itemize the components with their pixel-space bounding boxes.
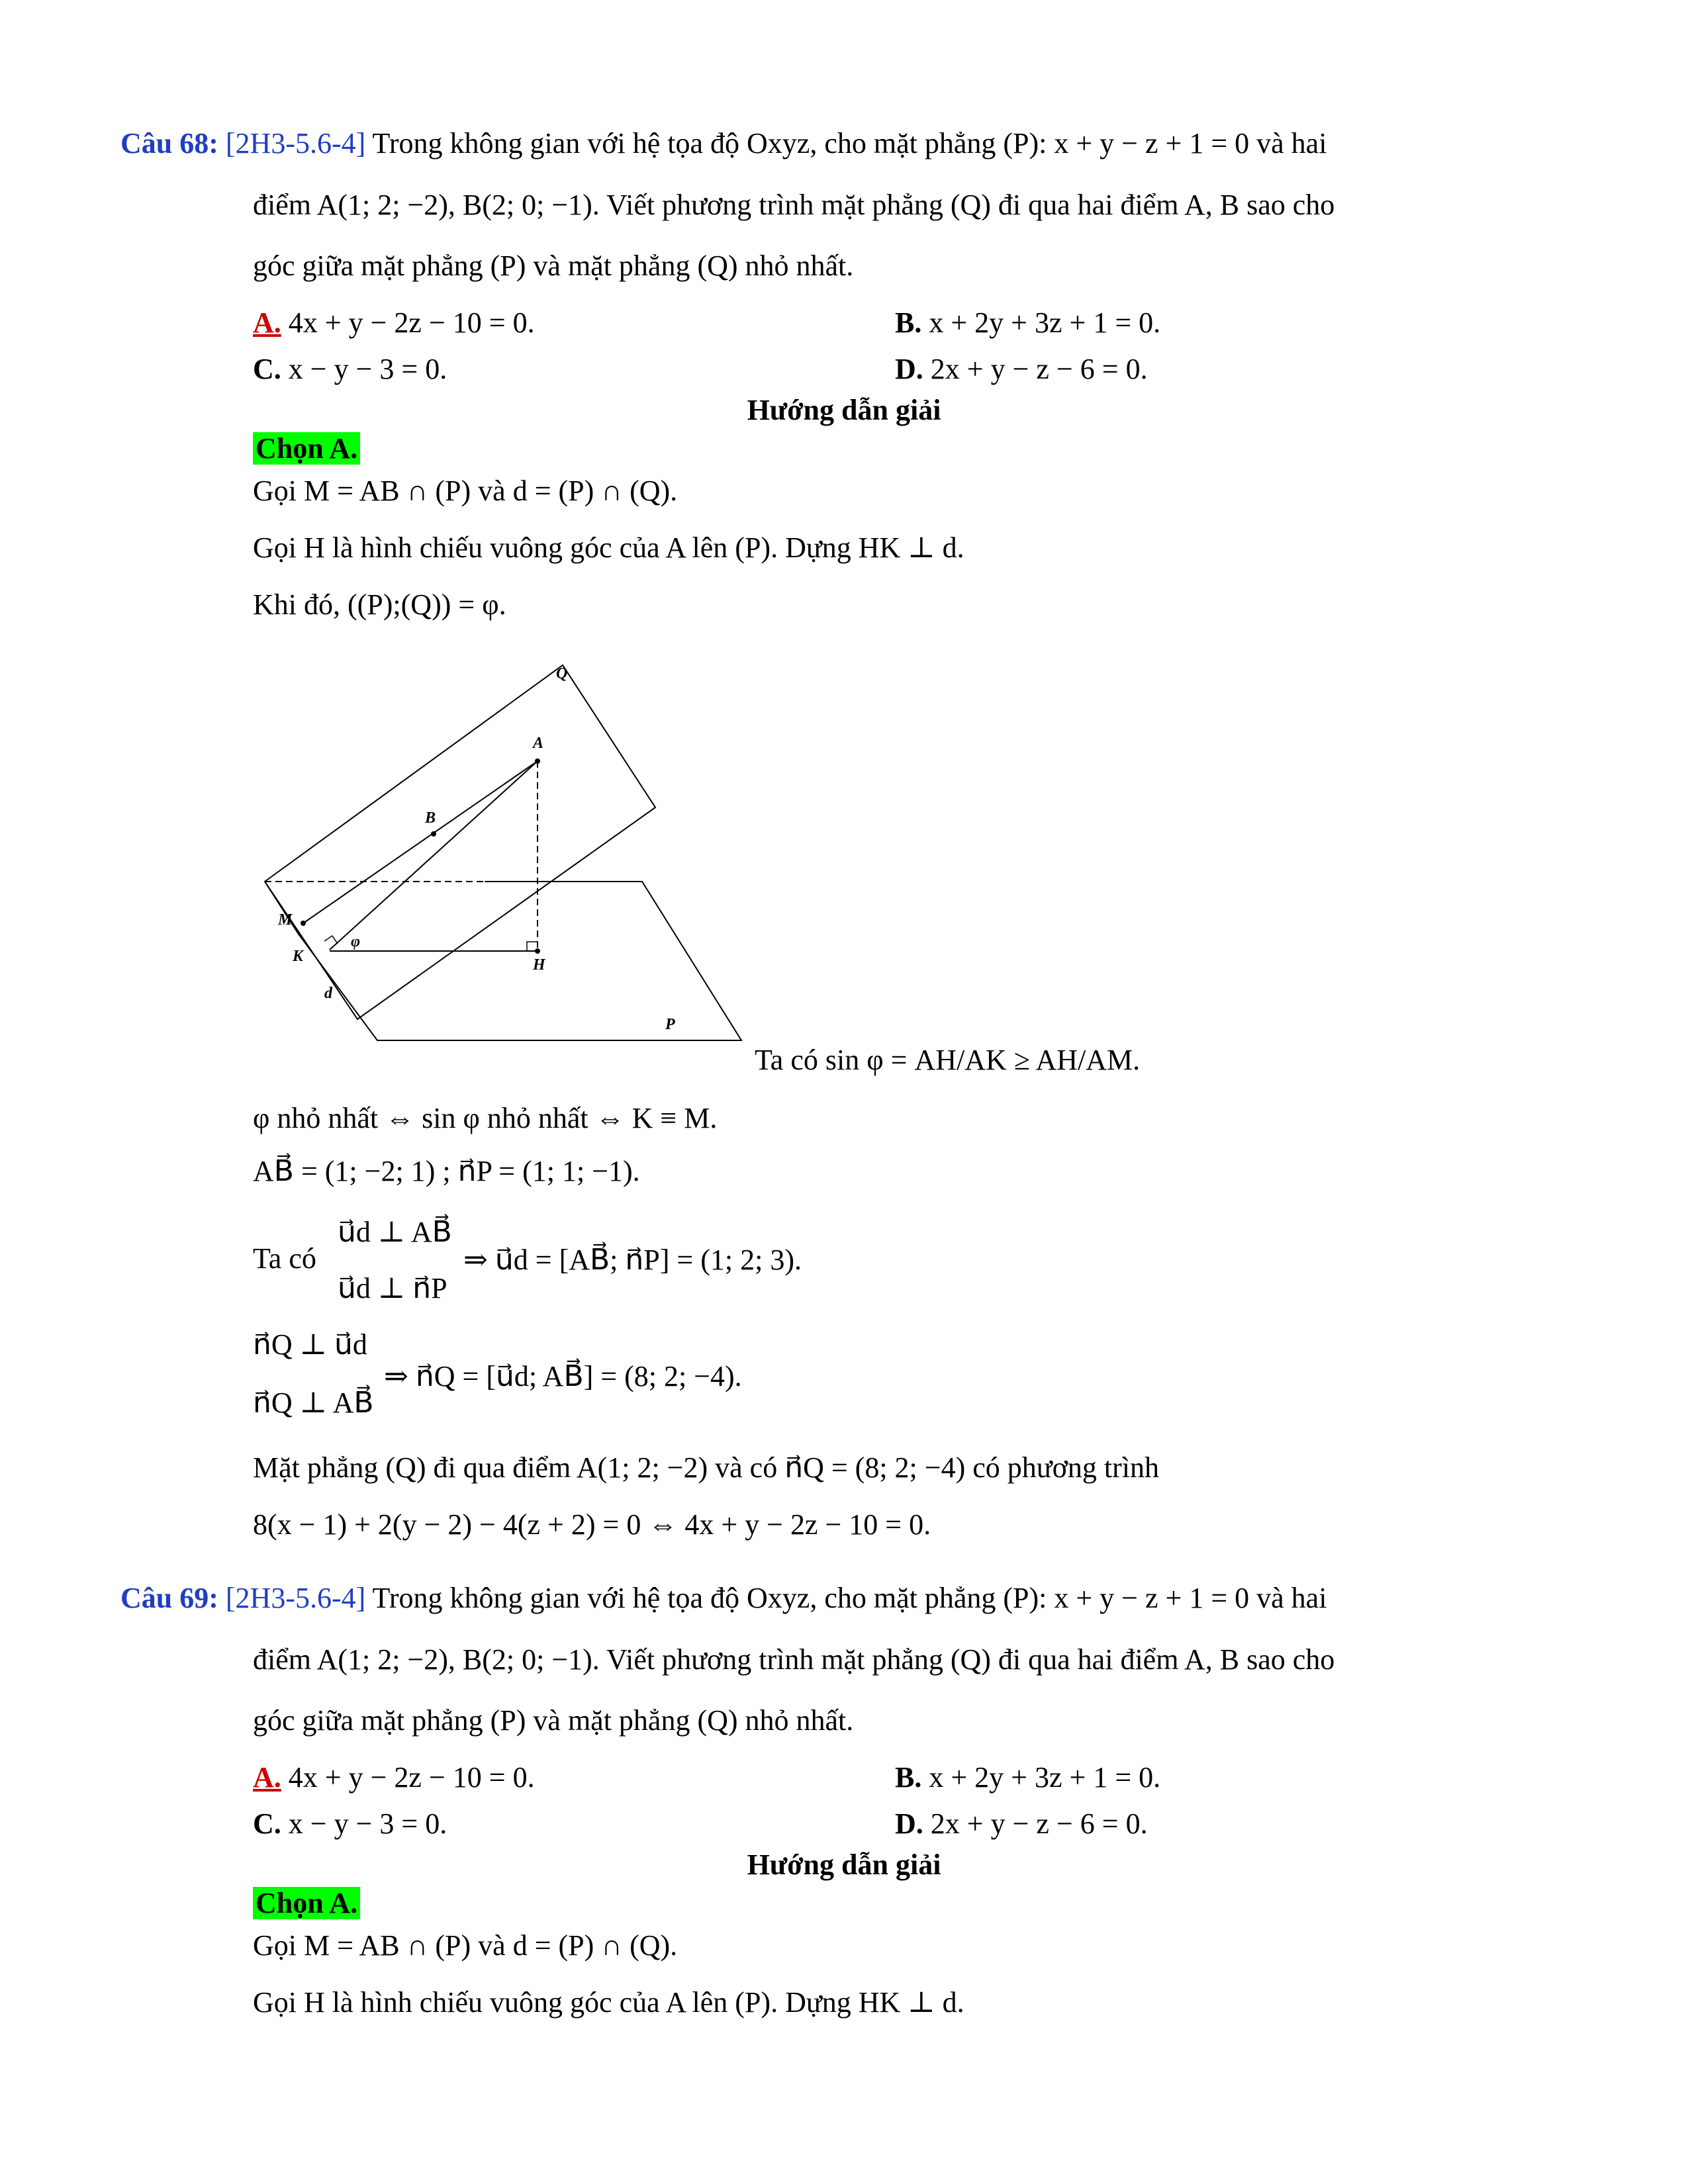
label-B: B — [425, 809, 436, 827]
q68-step8-cond1: n⃗Q ⊥ u⃗d — [253, 1328, 367, 1361]
q69-line1 — [120, 1584, 1327, 1613]
q68-step7-label: Ta có — [253, 1242, 316, 1275]
q68-stem1: Trong không gian với hệ tọa độ Oxyz, cho mặt phẳng (P): x + y − z + 1 = 0 và hai — [372, 127, 1327, 159]
q68-option-b[interactable]: B. x + 2y + 3z + 1 = 0. — [895, 306, 1161, 339]
q68-step8-cond2: n⃗Q ⊥ AB⃗ — [253, 1387, 374, 1419]
q68-step8-result: ⇒ n⃗Q = [u⃗d; AB⃗] = (8; 2; −4). — [384, 1360, 742, 1392]
q69-option-a[interactable]: A. 4x + y − 2z − 10 = 0. — [253, 1761, 535, 1794]
label-d: d — [324, 985, 332, 1002]
q69-label: Câu 69: — [120, 1582, 218, 1614]
q68-guide-heading: Hướng dẫn giải — [747, 394, 941, 426]
q68-option-d[interactable]: D. 2x + y − z − 6 = 0. — [895, 353, 1148, 385]
q68-step7-cond1: u⃗d ⊥ AB⃗ — [338, 1216, 452, 1248]
q68-line1 — [120, 129, 1327, 158]
q68-step1: Gọi M = AB ∩ (P) và d = (P) ∩ (Q). — [253, 475, 678, 507]
q68-option-c[interactable]: C. x − y − 3 = 0. — [253, 353, 447, 385]
q68-tag: [2H3-5.6-4] — [225, 127, 366, 159]
q68-step3: Khi đó, ((P);(Q)) = φ. — [253, 588, 506, 621]
q68-option-a[interactable]: A. 4x + y − 2z − 10 = 0. — [253, 306, 535, 339]
q68-step5: φ nhỏ nhất ⇔ sin φ nhỏ nhất ⇔ K ≡ M. — [253, 1102, 718, 1134]
label-P: P — [665, 1016, 675, 1033]
q68-stem3: góc giữa mặt phẳng (P) và mặt phẳng (Q) nhỏ nhất. — [253, 250, 854, 282]
q68-step2: Gọi H là hình chiếu vuông góc của A lên (P). Dựng HK ⊥ d. — [253, 531, 964, 564]
q69-option-c[interactable]: C. x − y − 3 = 0. — [253, 1807, 447, 1840]
label-M: M — [278, 911, 293, 929]
q69-stem1: Trong không gian với hệ tọa độ Oxyz, cho mặt phẳng (P): x + y − z + 1 = 0 và hai — [372, 1582, 1327, 1614]
q69-stem3: góc giữa mặt phẳng (P) và mặt phẳng (Q) nhỏ nhất. — [253, 1704, 854, 1737]
q69-option-b[interactable]: B. x + 2y + 3z + 1 = 0. — [895, 1761, 1161, 1794]
q69-option-d[interactable]: D. 2x + y − z − 6 = 0. — [895, 1807, 1148, 1840]
label-Q: Q — [556, 665, 568, 682]
q68-label: Câu 68: — [120, 127, 218, 159]
q68-step10: 8(x − 1) + 2(y − 2) − 4(z + 2) = 0 ⇔ 4x + y − 2z − 10 = 0. — [253, 1508, 931, 1541]
q68-step7-result: ⇒ u⃗d = [AB⃗; n⃗P] = (1; 2; 3). — [463, 1244, 802, 1276]
q69-guide-heading: Hướng dẫn giải — [747, 1848, 941, 1881]
q69-choose: Chọn A. — [253, 1889, 360, 1918]
q68-choose: Chọn A. — [253, 434, 360, 463]
q68-step7-cond2: u⃗d ⊥ n⃗P — [338, 1272, 447, 1304]
q68-step9: Mặt phẳng (Q) đi qua điểm A(1; 2; −2) và có n⃗Q = (8; 2; −4) có phương trình — [253, 1451, 1159, 1484]
label-H: H — [533, 956, 545, 974]
label-phi: φ — [351, 933, 361, 950]
q68-step4: Ta có sin φ = AH/AK ≥ AH/AM. — [755, 1044, 1141, 1076]
q69-step1: Gọi M = AB ∩ (P) và d = (P) ∩ (Q). — [253, 1929, 678, 1962]
geometry-diagram — [252, 655, 781, 1066]
label-A: A — [533, 735, 544, 752]
label-K: K — [293, 948, 304, 965]
q68-step6: AB⃗ = (1; −2; 1) ; n⃗P = (1; 1; −1). — [253, 1155, 640, 1187]
q69-stem2: điểm A(1; 2; −2), B(2; 0; −1). Viết phương trình mặt phẳng (Q) đi qua hai điểm A, B sao cho — [253, 1643, 1335, 1676]
q69-tag: [2H3-5.6-4] — [225, 1582, 366, 1614]
q68-stem2: điểm A(1; 2; −2), B(2; 0; −1). Viết phương trình mặt phẳng (Q) đi qua hai điểm A, B sao cho — [253, 189, 1335, 221]
q69-step2: Gọi H là hình chiếu vuông góc của A lên (P). Dựng HK ⊥ d. — [253, 1986, 964, 2019]
